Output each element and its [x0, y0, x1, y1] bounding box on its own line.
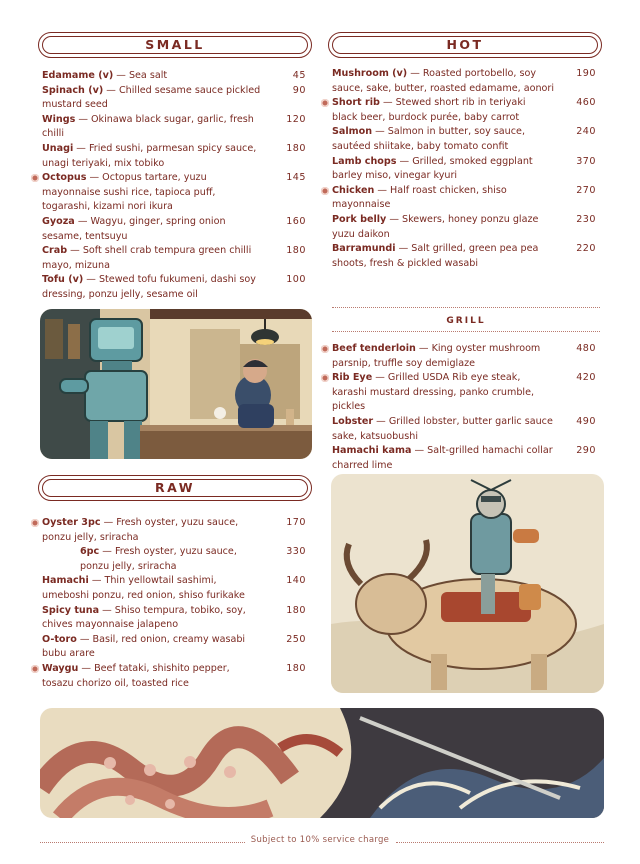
- menu-item-description: Salt grilled, green pea pea shoots, fresh & pickled wasabi: [332, 243, 539, 269]
- menu-item-price: 230: [576, 213, 596, 225]
- octopus-wave-banner: [40, 708, 604, 818]
- menu-item: Rib Eye — Grilled USDA Rib eye steak, karashi mustard dressing, panko crumble, pickles 420: [332, 371, 600, 415]
- signature-dish-icon: [321, 187, 329, 195]
- menu-item: Hamachi — Thin yellowtail sashimi, umeboshi ponzu, red onion, shiso furikake 140: [42, 575, 306, 601]
- signature-dish-icon: [321, 374, 329, 382]
- menu-item: Wings — Okinawa black sugar, garlic, fresh chilli 120: [42, 113, 306, 140]
- menu-item-price: 170: [286, 517, 306, 528]
- menu-item-price: 250: [286, 633, 306, 645]
- menu-item: Barramundi — Salt grilled, green pea pea shoots, fresh & pickled wasabi 220: [332, 243, 596, 269]
- menu-item-description: Grilled USDA Rib eye steak, karashi mustard dressing, panko crumble, pickles: [332, 372, 535, 413]
- menu-item-description: Fresh oyster, yuzu sauce, ponzu jelly, sriracha: [42, 517, 239, 543]
- robot-cafe-illustration: [40, 309, 312, 459]
- menu-item-name: Barramundi: [332, 243, 396, 255]
- menu-item: Unagi — Fried sushi, parmesan spicy sauce, unagi teriyaki, mix tobiko 180: [42, 142, 306, 169]
- grill-menu-list: [332, 342, 600, 473]
- signature-dish-icon: [31, 665, 39, 673]
- menu-item-name: Lamb chops: [332, 155, 397, 167]
- menu-item-description: Half roast chicken, shiso mayonnaise: [332, 184, 507, 211]
- menu-item: Tofu (v) — Stewed tofu fukumeni, dashi soy dressing, ponzu jelly, sesame oil 100: [42, 274, 306, 300]
- menu-item-name: Crab: [42, 245, 68, 257]
- section-header-raw: RAW: [38, 475, 312, 501]
- menu-item-price: 90: [292, 84, 306, 96]
- signature-dish-icon: [321, 99, 329, 107]
- menu-item-name: Tofu (v): [42, 274, 84, 286]
- menu-item-name: Waygu: [42, 662, 79, 674]
- menu-item-name: Rib Eye: [332, 372, 373, 384]
- menu-item-description: Stewed short rib in teriyaki black beer, burdock purée, baby carrot: [332, 97, 526, 123]
- menu-item: Gyoza — Wagyu, ginger, spring onion sesame, tentsuyu 160: [42, 215, 306, 242]
- menu-item-description: Salt-grilled hamachi collar charred lime: [332, 445, 553, 471]
- menu-item: Spicy tuna — Shiso tempura, tobiko, soy, chives mayonnaise jalapeno 180: [42, 604, 306, 631]
- menu-item-description: Wagyu, ginger, spring onion sesame, tentsuyu: [42, 215, 226, 242]
- menu-item-price: 490: [576, 415, 596, 427]
- menu-item-description: Soft shell crab tempura green chilli mayo, mizuna: [42, 245, 252, 271]
- menu-item-price: 120: [286, 113, 306, 125]
- menu-item-price: 290: [576, 445, 596, 457]
- menu-item-description: Stewed tofu fukumeni, dashi soy dressing, ponzu jelly, sesame oil: [42, 274, 256, 300]
- hot-menu-list: [332, 67, 600, 271]
- menu-item-description: Basil, red onion, creamy wasabi bubu arare: [42, 633, 246, 660]
- menu-item-price: 180: [286, 142, 306, 154]
- menu-item: Octopus — Octopus tartare, yuzu mayonnaise sushi rice, tapioca puff, togarashi, kizami nori ikura 145: [42, 171, 310, 215]
- menu-item: Salmon — Salmon in butter, soy sauce, sautéed shiitake, baby tomato confit 240: [332, 126, 596, 152]
- menu-item-name: Chicken: [332, 184, 375, 196]
- menu-item-name: Spinach (v): [42, 84, 104, 96]
- menu-item: Lamb chops — Grilled, smoked eggplant barley miso, vinegar kyuri 370: [332, 155, 596, 182]
- menu-item-description: Roasted portobello, soy sauce, sake, butter, roasted edamame, aonori: [332, 68, 555, 94]
- menu-item-name: Hamachi kama: [332, 445, 412, 457]
- menu-item-price: 190: [576, 68, 596, 79]
- menu-item-description: Grilled lobster, butter garlic sauce sake, katsuobushi: [332, 415, 553, 442]
- menu-item-price: 270: [576, 184, 596, 196]
- menu-item-price: 180: [286, 245, 306, 257]
- menu-item: Lobster — Grilled lobster, butter garlic sauce sake, katsuobushi 490: [332, 415, 596, 442]
- menu-item-name: Pork belly: [332, 213, 387, 225]
- section-header-hot: HOT: [328, 32, 602, 58]
- menu-item-price: 240: [576, 126, 596, 138]
- menu-item-name: Lobster: [332, 415, 374, 427]
- menu-item-description: Beef tataki, shishito pepper, tosazu chorizo oil, toasted rice: [42, 662, 230, 689]
- menu-item-price: 160: [286, 215, 306, 227]
- menu-item-name: Short rib: [332, 97, 380, 109]
- menu-item-price: 420: [576, 372, 596, 384]
- grill-bottom-divider: [332, 331, 600, 332]
- menu-item: Chicken — Half roast chicken, shiso mayonnaise 270: [332, 184, 600, 213]
- menu-item-name: Beef tenderloin: [332, 343, 416, 354]
- menu-item-name: O-toro: [42, 633, 77, 645]
- menu-item-description: Shiso tempura, tobiko, soy, chives mayonnaise jalapeno: [42, 604, 246, 631]
- menu-item-name: Unagi: [42, 142, 74, 154]
- menu-item-price: 180: [286, 662, 306, 674]
- menu-item-name: 6pc: [80, 546, 100, 558]
- menu-item-description: Skewers, honey ponzu glaze yuzu daikon: [332, 213, 539, 240]
- menu-item-description: Chilled sesame sauce pickled mustard seed: [42, 84, 261, 111]
- menu-item-price: 140: [286, 575, 306, 587]
- service-charge-note: Subject to 10% service charge: [250, 835, 390, 845]
- menu-item: Beef tenderloin — King oyster mushroom parsnip, truffle soy demiglaze 480: [332, 342, 600, 371]
- menu-item-name: Hamachi: [42, 575, 89, 587]
- menu-item: Hamachi kama — Salt-grilled hamachi collar charred lime 290: [332, 445, 596, 471]
- menu-item: Oyster 3pc — Fresh oyster, yuzu sauce, ponzu jelly, sriracha 170: [42, 516, 310, 545]
- signature-dish-icon: [321, 345, 329, 353]
- footer-divider-right: [396, 842, 604, 843]
- menu-item-price: 460: [576, 97, 596, 109]
- section-header-small: SMALL: [38, 32, 312, 58]
- menu-item-name: Salmon: [332, 126, 373, 138]
- menu-item: Pork belly — Skewers, honey ponzu glaze yuzu daikon 230: [332, 213, 596, 240]
- signature-dish-icon: [31, 519, 39, 527]
- menu-item-name: Wings: [42, 113, 76, 125]
- raw-menu-list: [42, 516, 310, 691]
- menu-item-name: Spicy tuna: [42, 604, 100, 616]
- menu-item-description: Octopus tartare, yuzu mayonnaise sushi rice, tapioca puff, togarashi, kizami nori ikura: [42, 172, 216, 213]
- section-header-grill: GRILL: [446, 316, 486, 326]
- menu-item-description: Salmon in butter, soy sauce, sautéed shiitake, baby tomato confit: [332, 126, 525, 152]
- menu-item-price: 330: [286, 546, 306, 558]
- menu-item-price: 220: [576, 243, 596, 255]
- menu-item-description: King oyster mushroom parsnip, truffle soy demiglaze: [332, 343, 541, 369]
- samurai-bull-illustration: [331, 474, 604, 693]
- menu-item-name: Gyoza: [42, 215, 75, 227]
- menu-item-price: 45: [292, 70, 306, 81]
- menu-item: Short rib — Stewed short rib in teriyaki black beer, burdock purée, baby carrot 460: [332, 96, 600, 125]
- menu-item-price: 370: [576, 155, 596, 167]
- menu-item-price: 145: [286, 172, 306, 184]
- menu-item-description: Fresh oyster, yuzu sauce, ponzu jelly, sriracha: [80, 546, 237, 572]
- menu-item-name: Edamame (v): [42, 70, 114, 81]
- menu-item-description: Okinawa black sugar, garlic, fresh chilli: [42, 113, 254, 140]
- menu-item-description: Fried sushi, parmesan spicy sauce, unagi teriyaki, mix tobiko: [42, 142, 257, 169]
- menu-item-name: Octopus: [42, 172, 87, 184]
- menu-item-description: Thin yellowtail sashimi, umeboshi ponzu, red onion, shiso furikake: [42, 575, 245, 601]
- menu-item-price: 180: [286, 604, 306, 616]
- menu-item: Spinach (v) — Chilled sesame sauce pickled mustard seed 90: [42, 84, 306, 111]
- menu-item-name: Mushroom (v): [332, 68, 408, 79]
- menu-item-description: Sea salt: [128, 70, 168, 81]
- menu-item: Mushroom (v) — Roasted portobello, soy sauce, sake, butter, roasted edamame, aonori 190: [332, 68, 596, 94]
- menu-item-price: 480: [576, 343, 596, 354]
- menu-item: 6pc — Fresh oyster, yuzu sauce, ponzu jelly, sriracha 330: [80, 546, 306, 572]
- menu-item: Edamame (v) — Sea salt 45: [42, 69, 310, 84]
- menu-item: O-toro — Basil, red onion, creamy wasabi bubu arare 250: [42, 633, 306, 660]
- menu-item-name: Oyster 3pc: [42, 517, 101, 528]
- small-menu-list: [42, 69, 310, 303]
- grill-top-divider: [332, 307, 600, 308]
- menu-item-price: 100: [286, 274, 306, 286]
- signature-dish-icon: [31, 174, 39, 182]
- menu-item-description: Grilled, smoked eggplant barley miso, vinegar kyuri: [332, 155, 533, 182]
- menu-item: Waygu — Beef tataki, shishito pepper, tosazu chorizo oil, toasted rice 180: [42, 662, 310, 691]
- menu-item: Crab — Soft shell crab tempura green chilli mayo, mizuna 180: [42, 245, 306, 271]
